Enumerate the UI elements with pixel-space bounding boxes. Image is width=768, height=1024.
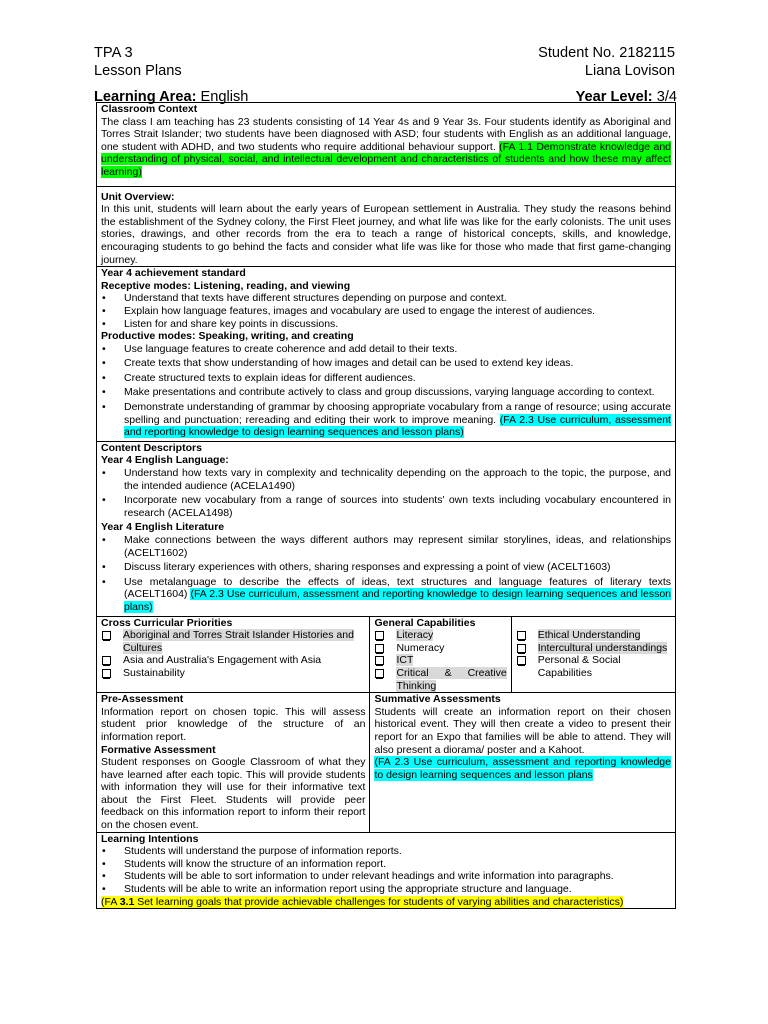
spacer <box>516 617 671 630</box>
formative-assessment-text: Student responses on Google Classroom of what they have learned after each topic. This will provide students with information they will use for their informative text about the First Fleet. Students will provide peer feedback on this information report to inform their report on the chosen event. <box>101 756 366 832</box>
content-descriptors-cell <box>97 441 676 616</box>
list-item: • Make presentations and contribute actively to class and group discussions, varying language according to context. <box>101 386 671 399</box>
checkbox-icon <box>517 631 526 640</box>
doc-subtitle: Lesson Plans <box>94 63 182 79</box>
learning-intentions-cell <box>97 832 676 909</box>
intentions-list <box>101 845 671 895</box>
list-item: • Make connections between the ways different authors may represent similar storylines, ideas, and relationships (ACELT1602) <box>101 534 671 559</box>
overview-text: In this unit, students will learn about the early years of European settlement in Australia. They study the reasons behind the establishment of the Sydney colony, the First Fleet journey, and what life was like for the early colonists. The unit uses stories, drawings, and other records from the era to teach a range of historical concepts, skills, and knowledge, encouraging students to go behind the facts and consider what life was like for those who made that first game-changing journey. <box>101 203 671 266</box>
priority-item: Asia and Australia's Engagement with Asia <box>101 654 365 667</box>
capability-item: Critical & Creative Thinking <box>374 667 506 692</box>
section-heading: Cross Curricular Priorities <box>101 616 233 629</box>
capability-item: Numeracy <box>374 642 506 655</box>
year-level: Year Level: 3/4 <box>575 89 677 105</box>
general-capabilities-cell-2 <box>511 616 675 693</box>
list-item: • Use metalanguage to describe the effects of ideas, text structures and language features of literary texts (ACELT1604) (FA 2.3 Use curriculum, assessment and reporting knowledge to design learning sequences and lesson plans) <box>101 576 671 614</box>
section-heading: Classroom Context <box>101 103 198 115</box>
fa-highlight: (FA 1.1 Demonstrate knowledge and understanding of physical, social, and intellectual development and characteristics of students and how these may affect learning) <box>101 140 671 178</box>
checkbox-icon <box>517 656 526 665</box>
student-number: Student No. 2182115 <box>538 45 675 61</box>
checkbox-icon <box>102 631 111 640</box>
subsection-heading: Receptive modes: Listening, reading, and viewing <box>101 279 351 292</box>
checkbox-icon <box>375 631 384 640</box>
fa-highlight: (FA 2.3 Use curriculum, assessment and reporting knowledge to design learning sequences and lesson plans) <box>124 588 671 613</box>
lesson-plan-table <box>96 102 676 909</box>
checkbox-icon <box>375 656 384 665</box>
capability-item: Personal & Social Capabilities <box>516 654 671 679</box>
general-capabilities-cell <box>370 616 511 693</box>
checkbox-icon <box>102 669 111 678</box>
checkbox-icon <box>102 656 111 665</box>
capability-item: ICT <box>374 654 506 667</box>
pre-assessment-text: Information report on chosen topic. This will assess student prior knowledge of the structure of an information report. <box>101 705 366 743</box>
list-item: • Use language features to create coherence and add detail to their texts. <box>101 343 671 356</box>
context-text: The class I am teaching has 23 students consisting of 14 Year 4s and 9 Year 3s. Four students identify as Aboriginal and Torres Strait Islander; two students have been diagnosed with ASD; four students with English as an additional language, one student with ADHD, and two students who require additional behaviour support. (FA 1.1 Demonstrate knowledge and understanding of physical, social, and intellectual development and characteristics of students and how these may affect learning) <box>101 115 671 178</box>
capability-item: Literacy <box>374 629 506 642</box>
header-row-1 <box>94 44 675 62</box>
list-item: • Students will be able to sort information to under relevant headings and write information into paragraphs. <box>101 870 671 883</box>
pre-formative-assessment-cell <box>97 693 370 833</box>
classroom-context-cell <box>97 103 676 187</box>
list-item: • Listen for and share key points in discussions. <box>101 318 671 331</box>
list-item: • Demonstrate understanding of grammar by choosing appropriate vocabulary from a range of resource; using accurate spelling and punctuation; rereading and editing their work to improve meaning. (FA 2.3 Use curriculum, assessment and reporting knowledge to design learning sequences and lesson plans) <box>101 401 671 439</box>
header-row-2 <box>94 62 675 80</box>
section-heading: Summative Assessments <box>374 693 501 706</box>
fa-highlight: (FA 3.1 Set learning goals that provide achievable challenges for students of varying abilities and characteristics) <box>101 895 624 908</box>
checkbox-icon <box>375 644 384 653</box>
fa-highlight: (FA 2.3 Use curriculum, assessment and reporting knowledge to design learning sequences and lesson plans) <box>124 413 671 439</box>
fa-highlight: (FA 2.3 Use curriculum, assessment and reporting knowledge to design learning sequences and lesson plans <box>374 756 671 781</box>
language-list <box>101 467 671 519</box>
list-item: • Students will understand the purpose of information reports. <box>101 845 671 858</box>
checkbox-icon <box>375 669 384 678</box>
section-heading: Content Descriptors <box>101 441 202 454</box>
cross-curricular-cell <box>97 616 370 693</box>
list-item: • Understand that texts have different structures depending on purpose and context. <box>101 292 671 305</box>
list-item: • Discuss literary experiences with others, sharing responses and expressing a point of view (ACELT1603) <box>101 561 671 574</box>
achievement-standard-cell <box>97 267 676 442</box>
section-heading: Unit Overview: <box>101 190 175 203</box>
student-name: Liana Lovison <box>584 63 675 79</box>
learning-area: Learning Area: English <box>94 89 249 105</box>
list-item: • Create structured texts to explain ideas for different audiences. <box>101 372 671 385</box>
unit-overview-cell <box>97 186 676 267</box>
subsection-heading: Productive modes: Speaking, writing, and creating <box>101 330 354 343</box>
productive-list <box>101 343 671 439</box>
list-item: • Incorporate new vocabulary from a range of sources into students' own texts including vocabulary encountered in research (ACELA1498) <box>101 494 671 519</box>
list-item: • Understand how texts vary in complexity and technicality depending on the approach to the topic, the purpose, and the intended audience (ACELA1490) <box>101 467 671 492</box>
capability-item: Ethical Understanding <box>516 629 671 642</box>
tpa-title: TPA 3 <box>94 45 133 61</box>
priority-item: Aboriginal and Torres Strait Islander Histories and Cultures <box>101 629 365 654</box>
section-heading: Learning Intentions <box>101 832 199 845</box>
section-heading: Pre-Assessment <box>101 693 184 706</box>
list-item: • Explain how language features, images and vocabulary are used to engage the interest of audiences. <box>101 305 671 318</box>
summative-fa <box>374 756 671 781</box>
list-item: • Create texts that show understanding of how images and detail can be used to extend key ideas. <box>101 357 671 370</box>
receptive-list <box>101 292 671 330</box>
subsection-heading: Year 4 English Literature <box>101 521 225 534</box>
summative-text: Students will create an information report on their chosen historical event. They will then create a video to present their report for an Expo that families will be able to attend. They will also present a diorama/ poster and a Kahoot. <box>374 705 671 756</box>
section-heading: Formative Assessment <box>101 743 216 756</box>
section-heading: Year 4 achievement standard <box>101 267 246 280</box>
subsection-heading: Year 4 English Language: <box>101 454 229 467</box>
summative-assessment-cell <box>370 693 676 833</box>
checkbox-icon <box>517 644 526 653</box>
list-item: • Students will be able to write an information report using the appropriate structure and language. <box>101 883 671 896</box>
literature-list <box>101 534 671 614</box>
section-heading: General Capabilities <box>374 616 476 629</box>
list-item: • Students will know the structure of an information report. <box>101 858 671 871</box>
priority-item: Sustainability <box>101 667 365 680</box>
intentions-fa <box>101 896 671 909</box>
capability-item: Intercultural understandings <box>516 642 671 655</box>
